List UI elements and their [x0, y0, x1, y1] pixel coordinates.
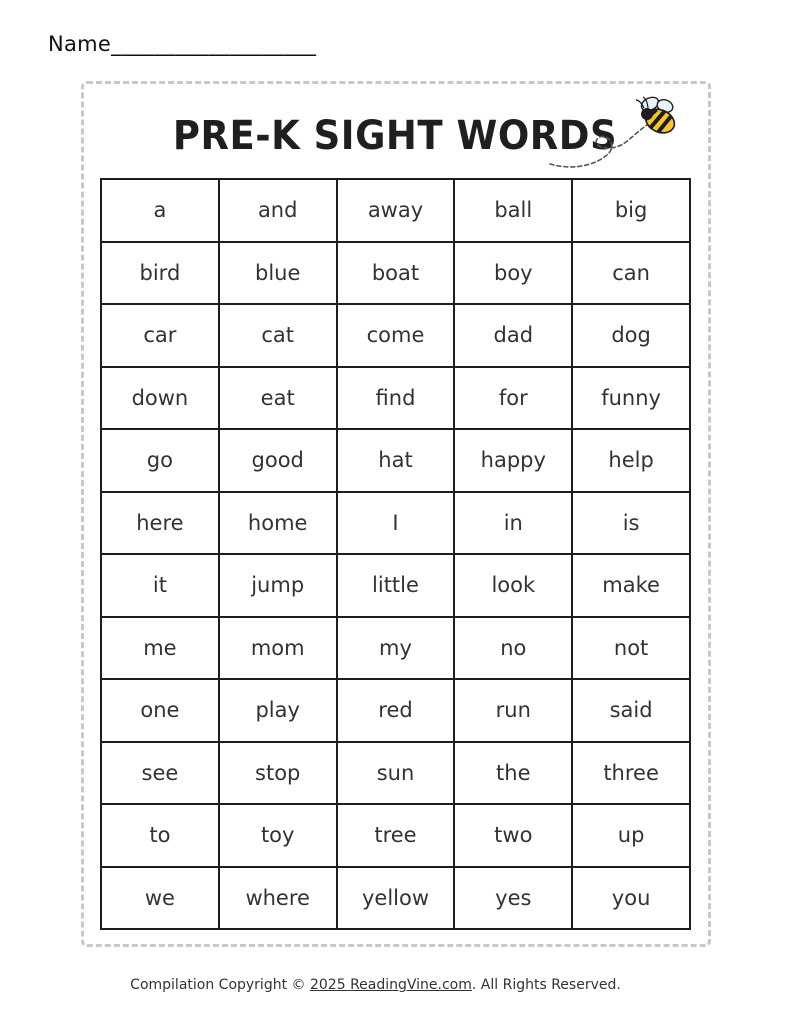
word-cell: find	[337, 367, 455, 430]
table-row	[101, 304, 690, 367]
word-cell: sun	[337, 742, 455, 805]
word-cell: ball	[454, 179, 572, 242]
table-row	[101, 492, 690, 555]
word-cell: happy	[454, 429, 572, 492]
sight-words-table	[100, 178, 691, 930]
word-cell: play	[219, 679, 337, 742]
table-row	[101, 804, 690, 867]
word-cell: blue	[219, 242, 337, 305]
word-cell: jump	[219, 554, 337, 617]
word-cell: it	[101, 554, 219, 617]
word-cell: not	[572, 617, 690, 680]
word-cell: can	[572, 242, 690, 305]
word-cell: yellow	[337, 867, 455, 930]
word-cell: and	[219, 179, 337, 242]
word-cell: funny	[572, 367, 690, 430]
word-cell: one	[101, 679, 219, 742]
word-cell: help	[572, 429, 690, 492]
table-row	[101, 867, 690, 930]
word-cell: bird	[101, 242, 219, 305]
table-row	[101, 742, 690, 805]
word-cell: good	[219, 429, 337, 492]
word-cell: look	[454, 554, 572, 617]
word-cell: two	[454, 804, 572, 867]
word-cell: for	[454, 367, 572, 430]
word-cell: no	[454, 617, 572, 680]
word-cell: toy	[219, 804, 337, 867]
word-cell: said	[572, 679, 690, 742]
word-cell: here	[101, 492, 219, 555]
word-cell: down	[101, 367, 219, 430]
word-cell: dog	[572, 304, 690, 367]
word-cell: me	[101, 617, 219, 680]
word-cell: cat	[219, 304, 337, 367]
worksheet-title: PRE-K SIGHT WORDS	[172, 112, 618, 159]
word-cell: mom	[219, 617, 337, 680]
word-cell: away	[337, 179, 455, 242]
copyright-link[interactable]: 2025 ReadingVine.com	[309, 977, 472, 993]
table-row	[101, 242, 690, 305]
word-cell: boy	[454, 242, 572, 305]
word-cell: up	[572, 804, 690, 867]
table-row	[101, 367, 690, 430]
copyright-suffix: . All Rights Reserved.	[471, 977, 621, 993]
word-cell: big	[572, 179, 690, 242]
word-cell: you	[572, 867, 690, 930]
table-row	[101, 179, 690, 242]
word-cell: car	[101, 304, 219, 367]
copyright-prefix: Compilation Copyright ©	[130, 977, 310, 993]
word-cell: go	[101, 429, 219, 492]
word-cell: tree	[337, 804, 455, 867]
word-cell: my	[337, 617, 455, 680]
copyright-footer	[0, 977, 751, 993]
word-cell: we	[101, 867, 219, 930]
table-row	[101, 429, 690, 492]
word-cell: stop	[219, 742, 337, 805]
word-cell: come	[337, 304, 455, 367]
word-cell: run	[454, 679, 572, 742]
table-row	[101, 679, 690, 742]
word-cell: boat	[337, 242, 455, 305]
word-cell: three	[572, 742, 690, 805]
word-cell: eat	[219, 367, 337, 430]
word-cell: yes	[454, 867, 572, 930]
word-cell: see	[101, 742, 219, 805]
word-cell: dad	[454, 304, 572, 367]
word-cell: home	[219, 492, 337, 555]
word-cell: make	[572, 554, 690, 617]
word-cell: little	[337, 554, 455, 617]
name-field[interactable]: Name___________________	[48, 32, 317, 56]
word-cell: red	[337, 679, 455, 742]
word-cell: hat	[337, 429, 455, 492]
word-cell: is	[572, 492, 690, 555]
word-cell: where	[219, 867, 337, 930]
word-cell: I	[337, 492, 455, 555]
word-cell: a	[101, 179, 219, 242]
table-row	[101, 554, 690, 617]
bee-icon	[548, 92, 688, 178]
table-row	[101, 617, 690, 680]
word-cell: to	[101, 804, 219, 867]
word-cell: the	[454, 742, 572, 805]
word-cell: in	[454, 492, 572, 555]
